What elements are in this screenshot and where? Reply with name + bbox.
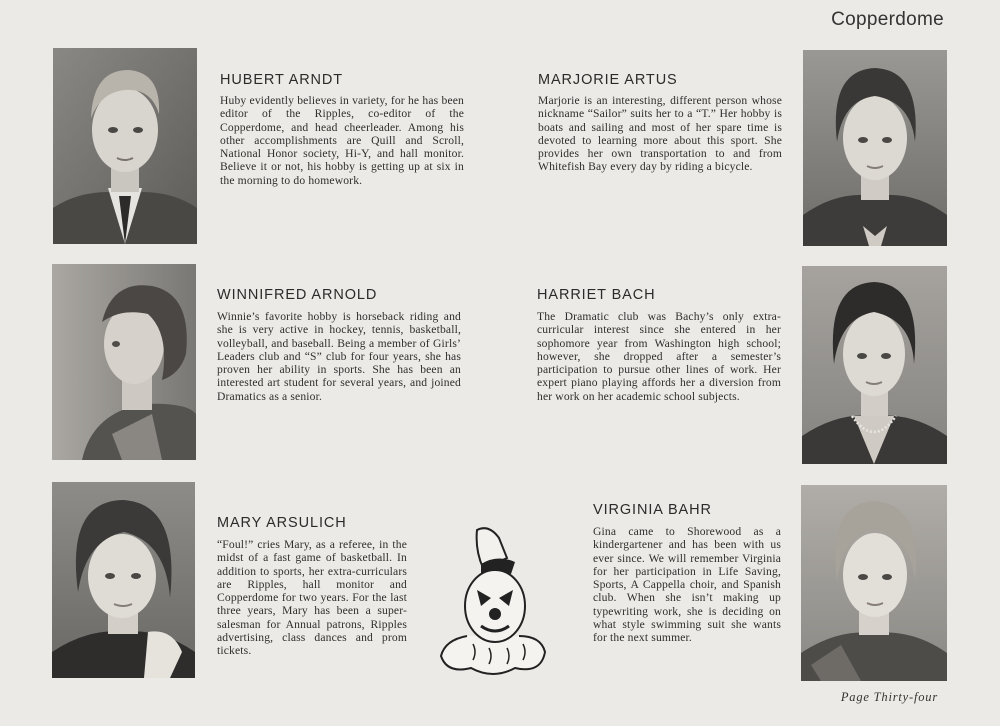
- portrait-photo-hubert-arndt: [53, 48, 197, 244]
- portrait-photo-winnifred-arnold: [52, 264, 196, 460]
- student-name-harriet-bach: HARRIET BACH: [537, 287, 656, 303]
- portrait-photo-mary-arsulich: [52, 482, 195, 678]
- student-bio-hubert-arndt: Huby evidently believes in variety, for he has been editor of the Ripples, co-editor of the Copperdome, and head cheerleader. Among his other accomplishments are Quill and Scroll, National Honor society, Hi-Y, and hall monitor. Believe it or not, his hobby is getting up at six in the morning to do homework.: [220, 94, 464, 187]
- student-bio-winnifred-arnold: Winnie’s favorite hobby is horseback riding and she is very active in hockey, tennis, basketball, volleyball, and baseball. Being a member of Girls’ Leaders club and “S” club for four years, she has proven her ability in sports. She has been an interested art student for several years, and joined Dramatics as a senior.: [217, 310, 461, 403]
- portrait-photo-marjorie-artus: [803, 50, 947, 246]
- student-name-marjorie-artus: MARJORIE ARTUS: [538, 72, 678, 88]
- student-name-mary-arsulich: MARY ARSULICH: [217, 515, 347, 531]
- portrait-photo-virginia-bahr: [801, 485, 947, 681]
- student-bio-mary-arsulich: “Foul!” cries Mary, as a referee, in the midst of a fast game of basketball. In addition to sports, her extra-curriculars are Ripples, hall monitor and Copperdome for two years. For the last three years, Mary has been a super-salesman for Annual patrons, Ripples advertising, class dances and prom tickets.: [217, 538, 407, 658]
- student-name-winnifred-arnold: WINNIFRED ARNOLD: [217, 287, 378, 303]
- portrait-photo-harriet-bach: [802, 266, 947, 464]
- student-bio-marjorie-artus: Marjorie is an interesting, different person whose nickname “Sailor” suits her to a “T.” Her hobby is boats and sailing and most of her spare time is devoted to learning more about this sport. She provides her own transportation to and from Whitefish Bay every day by riding a bicycle.: [538, 94, 782, 174]
- student-name-virginia-bahr: VIRGINIA BAHR: [593, 502, 712, 518]
- student-bio-harriet-bach: The Dramatic club was Bachy’s only extra-curricular interest since she entered in her sophomore year from Washington high school; however, she dropped after a semester’s participation to pursue other lines of work. Her expert piano playing affords her a diversion from her work on her academic school subjects.: [537, 310, 781, 403]
- page-number: Page Thirty-four: [840, 690, 938, 704]
- student-bio-virginia-bahr: Gina came to Shorewood as a kindergartener and has been with us ever since. We will remember Virginia for her participation in Life Saving, Sports, A Cappella choir, and Spanish club. When she isn’t making up typewriting work, she is deciding on what style swimming suit she wants for the next summer.: [593, 525, 781, 645]
- page-header-title: Copperdome: [831, 9, 944, 30]
- clown-illustration: [437, 524, 549, 680]
- student-name-hubert-arndt: HUBERT ARNDT: [220, 72, 344, 88]
